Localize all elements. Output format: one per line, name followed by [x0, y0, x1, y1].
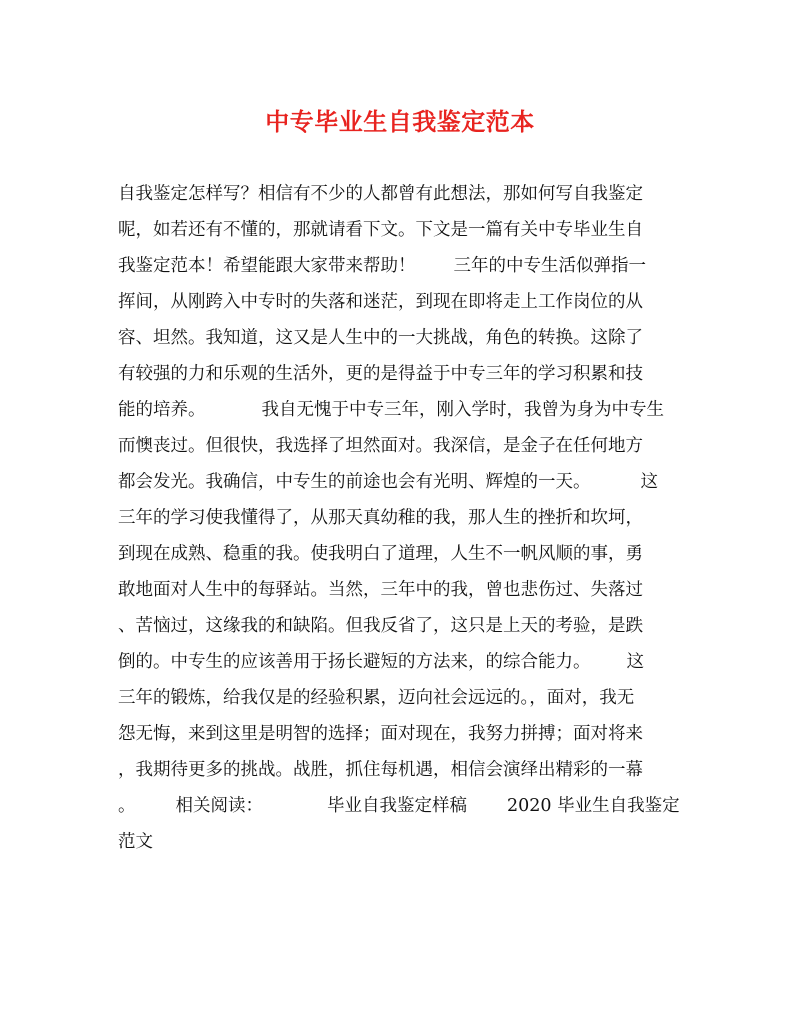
body-line [118, 428, 682, 464]
related-link-continued[interactable]: 范文 [118, 832, 153, 852]
text-segment: 三年的学习使我懂得了，从那天真幼稚的我，那人生的挫折和坎坷， [118, 508, 643, 528]
body-line [118, 284, 682, 320]
body-line [118, 572, 682, 608]
related-reading-label: 相关阅读： [175, 796, 263, 816]
body-line [118, 608, 682, 644]
related-link[interactable]: 毕业自我鉴定样稿 [327, 796, 467, 816]
document-title: 中专毕业生自我鉴定范本 [265, 107, 535, 136]
text-segment: 我自无愧于中专三年，刚入学时，我曾为身为中专生 [261, 400, 664, 420]
text-segment: 挥间，从刚跨入中专时的失落和迷茫，到现在即将走上工作岗位的从 [118, 292, 643, 312]
related-link[interactable]: 2020 毕业生自我鉴定 [507, 796, 680, 816]
body-line [118, 752, 682, 788]
body-line [118, 464, 682, 500]
body-line [118, 176, 682, 212]
body-line [118, 644, 682, 680]
text-segment: 能的培养。 [118, 400, 206, 420]
text-segment: 三年的中专生活似弹指一 [453, 256, 646, 276]
text-segment: 敢地面对人生中的每驿站。当然，三年中的我，曾也悲伤过、失落过 [118, 580, 643, 600]
text-segment: 这 [626, 652, 644, 672]
body-line [118, 212, 682, 248]
text-segment: 都会发光。我确信，中专生的前途也会有光明、辉煌的一天。 [118, 472, 591, 492]
text-segment: 呢，如若还有不懂的，那就请看下文。下文是一篇有关中专毕业生自 [118, 220, 643, 240]
body-line [118, 392, 682, 428]
body-line [118, 248, 682, 284]
text-segment: 、苦恼过，这缘我的和缺陷。但我反省了，这只是上天的考验，是跌 [118, 616, 643, 636]
body-line [118, 320, 682, 356]
body-line [118, 536, 682, 572]
text-segment: 三年的锻炼，给我仅是的经验积累，迈向社会远远的。，面对，我无 [118, 688, 635, 708]
body-line [118, 500, 682, 536]
text-segment: 而懊丧过。但很快，我选择了坦然面对。我深信，是金子在任何地方 [118, 436, 643, 456]
text-segment: 这 [640, 472, 658, 492]
text-segment: 。 [118, 796, 136, 816]
body-line [118, 680, 682, 716]
text-segment: 怨无悔，来到这里是明智的选择；面对现在，我努力拼搏；面对将来 [118, 724, 643, 744]
body-line [118, 716, 682, 752]
document-body [118, 176, 682, 860]
text-segment: 自我鉴定怎样写？相信有不少的人都曾有此想法，那如何写自我鉴定 [118, 184, 643, 204]
text-segment: ，我期待更多的挑战。战胜，抓住每机遇，相信会演绎出精彩的一幕 [118, 760, 643, 780]
text-segment: 到现在成熟、稳重的我。使我明白了道理，人生不一帆风顺的事，勇 [118, 544, 643, 564]
body-line-related [118, 788, 682, 824]
text-segment: 有较强的力和乐观的生活外，更的是得益于中专三年的学习积累和技 [118, 364, 643, 384]
text-segment: 容、坦然。我知道，这又是人生中的一大挑战，角色的转换。这除了 [118, 328, 643, 348]
body-line [118, 356, 682, 392]
body-line [118, 824, 682, 860]
text-segment: 我鉴定范本！希望能跟大家带来帮助！ [118, 256, 416, 276]
text-segment: 倒的。中专生的应该善用于扬长避短的方法来，的综合能力。 [118, 652, 591, 672]
